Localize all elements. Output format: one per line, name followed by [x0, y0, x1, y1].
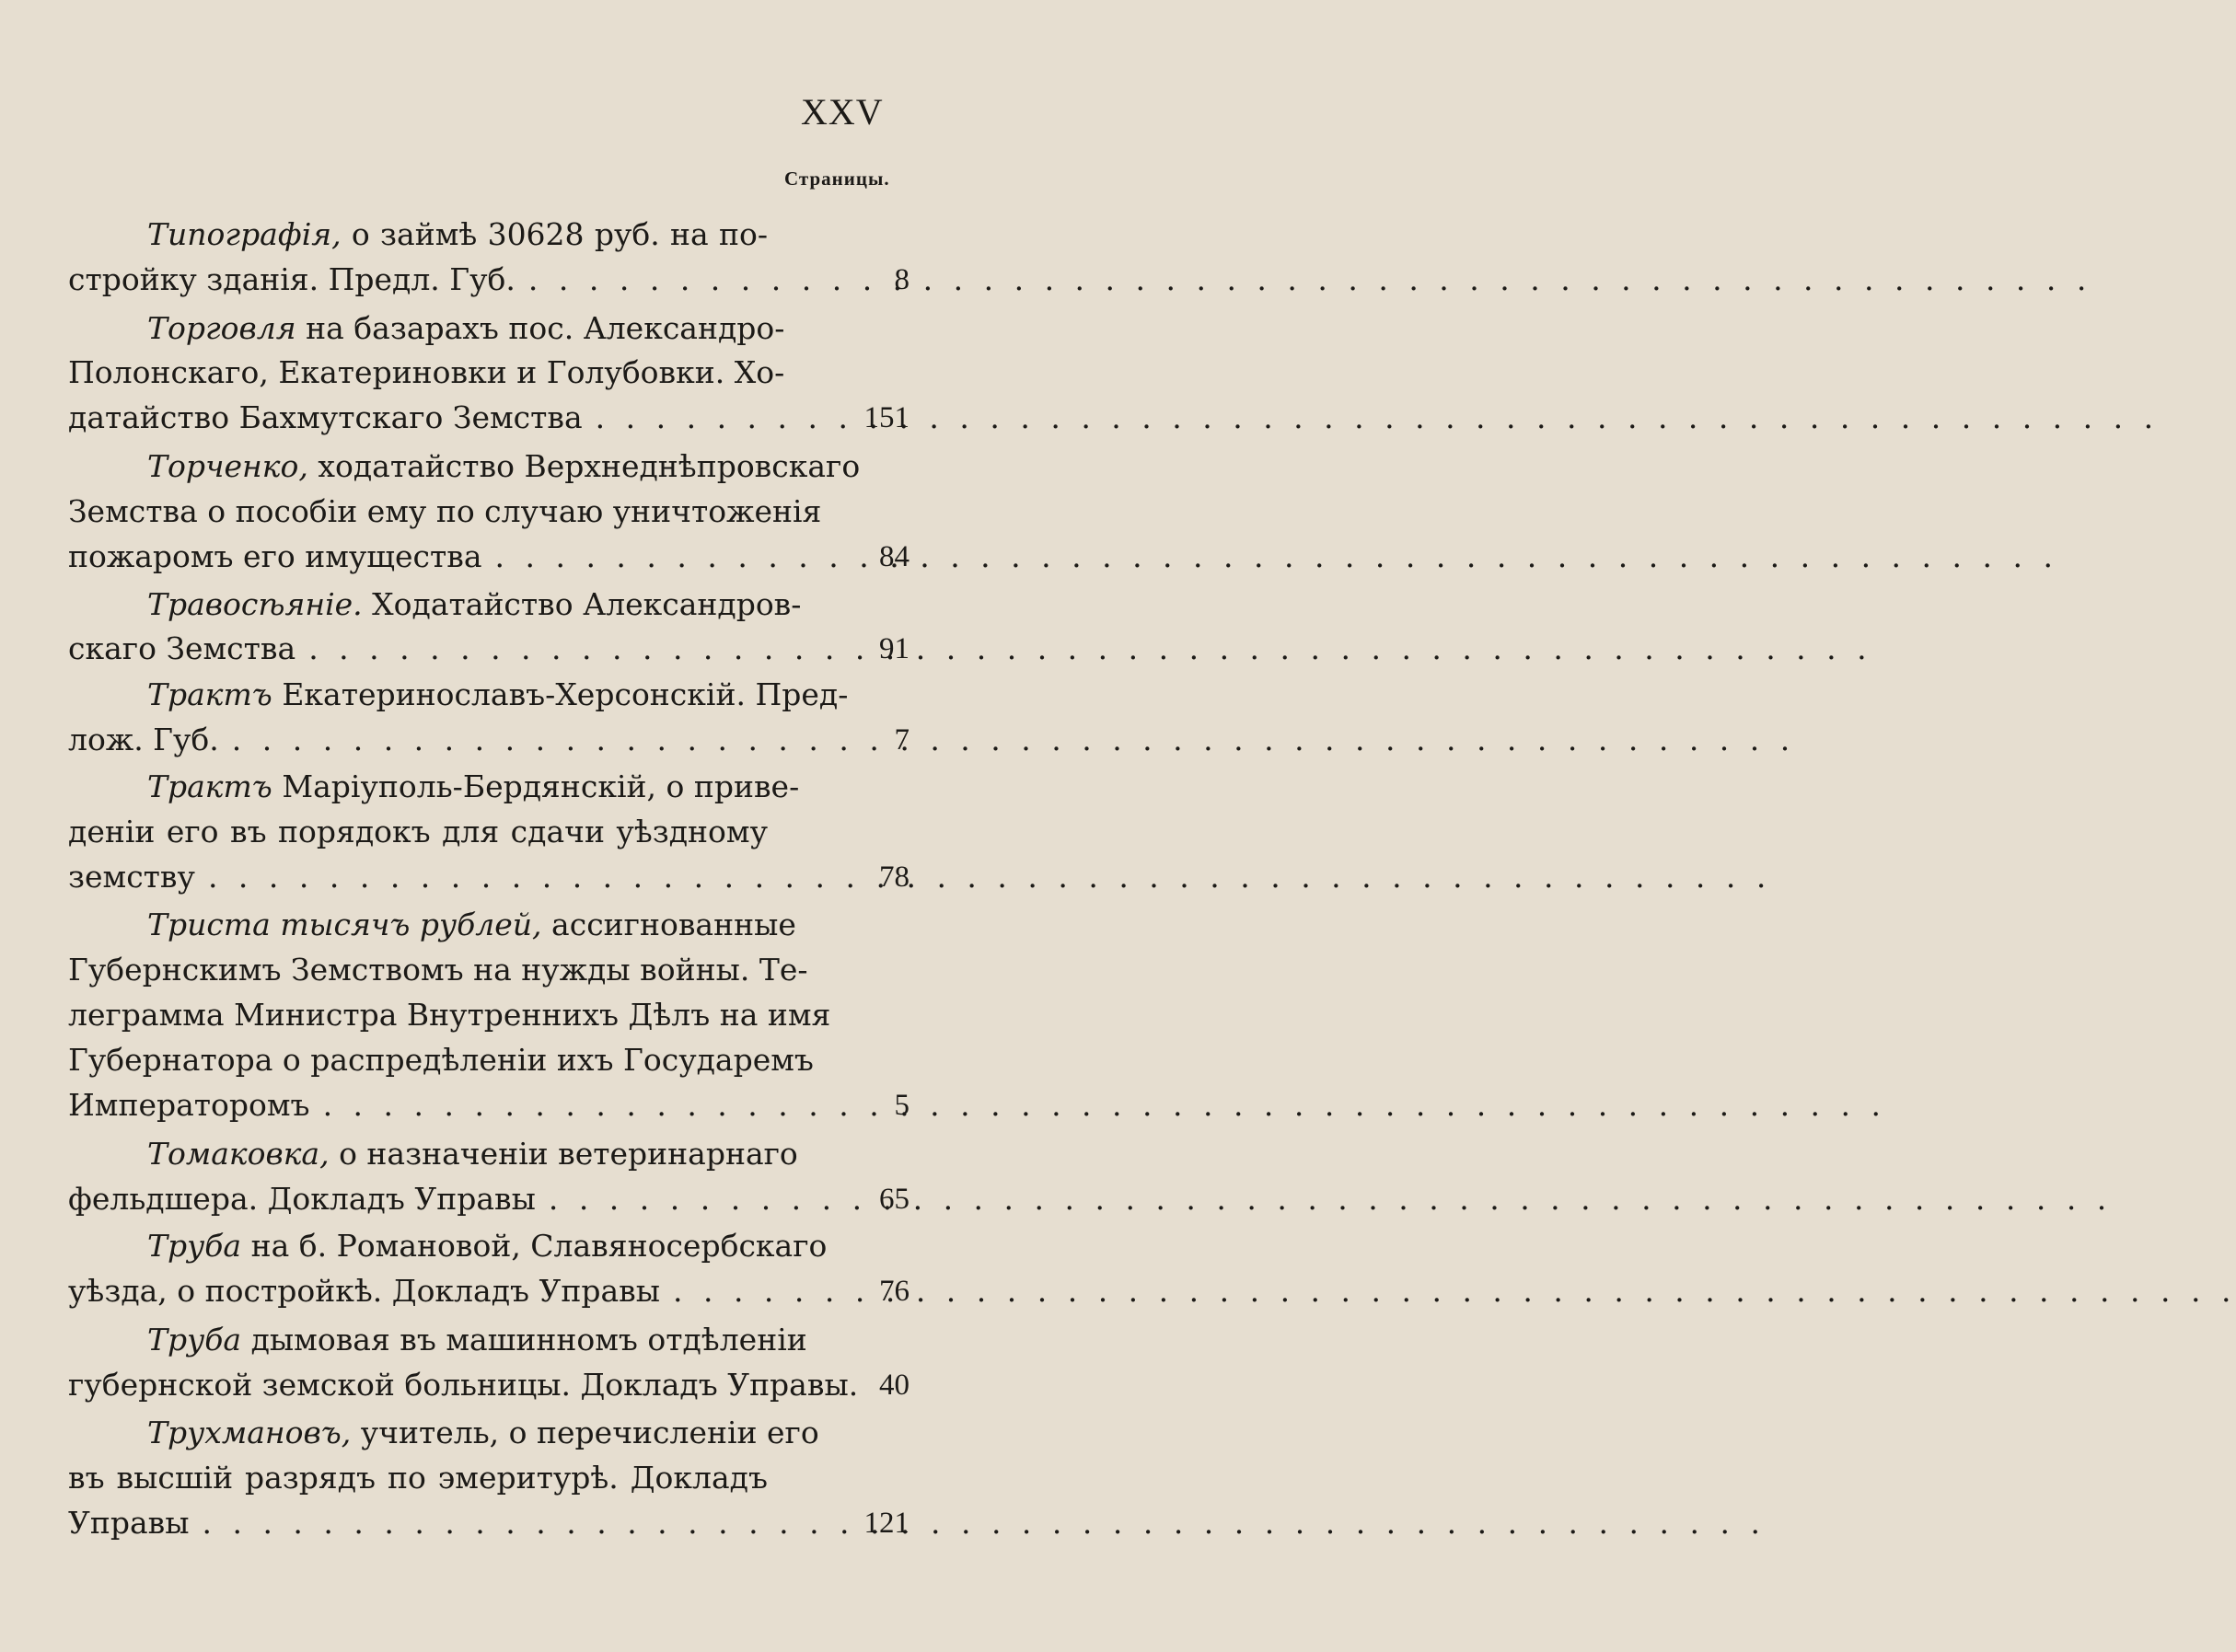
entry-keyword: Труба — [147, 1228, 242, 1264]
entry-first-line — [147, 1317, 807, 1363]
entry-page-number: 84 — [879, 540, 909, 573]
entry-line: Полонскаго, Екатериновки и Голубовки. Хо- — [68, 354, 785, 390]
entry-last-line — [68, 1268, 768, 1314]
entry-first-line — [147, 306, 785, 352]
entry-last-line — [68, 395, 768, 441]
entry-text: Ходатайство Александров- — [372, 586, 802, 622]
dot-leader — [208, 854, 1771, 900]
entry-last-line — [68, 257, 768, 303]
dot-leader — [549, 1176, 2112, 1222]
entry-text: учитель, о перечисленіи его — [360, 1415, 819, 1450]
entry-line: деніи его въ порядокъ для сдачи уѣздному — [68, 814, 768, 849]
index-entries — [0, 0, 1044, 1652]
dot-leader — [323, 1082, 1886, 1128]
entry-first-line — [147, 1223, 828, 1269]
entry-text: Екатеринославъ-Херсонскій. Пред- — [282, 676, 849, 712]
entry-text: Императоромъ — [68, 1087, 310, 1123]
entry-page-number: 151 — [863, 401, 909, 434]
entry-last-line — [68, 1176, 768, 1222]
entry-last-line — [68, 854, 768, 900]
entry-page-number: 7 — [894, 723, 909, 757]
entry-text: ходатайство Верхнеднѣпровскаго — [318, 448, 861, 484]
entry-text: пожаромъ его имущества — [68, 538, 482, 574]
entry-text: земству — [68, 859, 195, 895]
entry-keyword: Травосѣяніе. — [147, 586, 363, 622]
entry-first-line — [147, 764, 800, 810]
entry-first-line — [147, 1410, 819, 1456]
entry-last-line — [68, 534, 768, 580]
entry-text: фельдшера. Докладъ Управы — [68, 1181, 536, 1217]
entry-text: уѣзда, о постройкѣ. Докладъ Управы — [68, 1273, 660, 1309]
entry-first-line — [147, 444, 861, 490]
entry-page-number: 91 — [879, 632, 909, 665]
entry-line: леграмма Министра Внутреннихъ Дѣлъ на имя — [68, 997, 831, 1033]
entry-first-line — [147, 672, 849, 718]
entry-first-line — [147, 212, 768, 258]
dot-leader — [232, 717, 1795, 763]
entry-line: Земства о пособіи ему по случаю уничтоженія — [68, 493, 822, 529]
entry-text: лож. Губ. — [68, 722, 219, 757]
entry-text: дымовая въ машинномъ отдѣленіи — [250, 1322, 807, 1357]
entry-last-line — [68, 626, 768, 672]
entry-text: на б. Романовой, Славяносербскаго — [250, 1228, 828, 1264]
entry-page-number: 65 — [879, 1183, 909, 1216]
entry-text: Маріуполь-Бердянскій, о приве- — [282, 768, 800, 804]
entry-keyword: Триста тысячъ рублей, — [147, 907, 542, 942]
entry-text: стройку зданія. Предл. Губ. — [68, 261, 516, 297]
dot-leader — [308, 626, 1871, 672]
page-column-label: Страницы. — [784, 168, 890, 190]
entry-page-number: 76 — [879, 1275, 909, 1308]
entry-keyword: Томаковка, — [147, 1136, 330, 1172]
dot-leader — [528, 257, 2091, 303]
entry-last-line — [68, 1500, 768, 1546]
entry-text: датайство Бахмутскаго Земства — [68, 399, 583, 435]
entry-text: о займѣ 30628 руб. на по- — [351, 216, 768, 252]
entry-text: на базарахъ пос. Александро- — [306, 310, 785, 346]
entry-keyword: Труба — [147, 1322, 242, 1357]
entry-last-line — [68, 1082, 768, 1128]
entry-first-line — [147, 1131, 798, 1177]
entry-text: скаго Земства — [68, 630, 296, 666]
entry-line: въ высшій разрядъ по эмеритурѣ. Докладъ — [68, 1460, 768, 1496]
dot-leader — [202, 1500, 1765, 1546]
entry-keyword: Трухмановъ, — [147, 1415, 352, 1450]
entry-text: о назначеніи ветеринарнаго — [339, 1136, 798, 1172]
entry-page-number: 5 — [894, 1089, 909, 1122]
entry-line: Губернскимъ Земствомъ на нужды войны. Те- — [68, 952, 808, 988]
entry-page-number: 78 — [879, 861, 909, 894]
entry-last-line: губернской земской больницы. Докладъ Управы. — [68, 1367, 859, 1403]
dot-leader — [495, 534, 2058, 580]
page-number: XXV — [801, 91, 884, 133]
entry-text: Управы — [68, 1505, 190, 1541]
entry-keyword: Трактъ — [147, 676, 272, 712]
entry-line: Губернатора о распредѣленіи ихъ Государемъ — [68, 1042, 814, 1078]
entry-keyword: Трактъ — [147, 768, 272, 804]
entry-page-number: 40 — [879, 1369, 909, 1402]
entry-last-line — [68, 717, 768, 763]
entry-keyword: Торговля — [147, 310, 296, 346]
entry-keyword: Типографія, — [147, 216, 342, 252]
entry-first-line — [147, 902, 796, 948]
entry-keyword: Торченко, — [147, 448, 308, 484]
entry-text: ассигнованные — [551, 907, 796, 942]
entry-first-line — [147, 582, 802, 628]
entry-page-number: 121 — [863, 1507, 909, 1540]
entry-page-number: 8 — [894, 263, 909, 296]
